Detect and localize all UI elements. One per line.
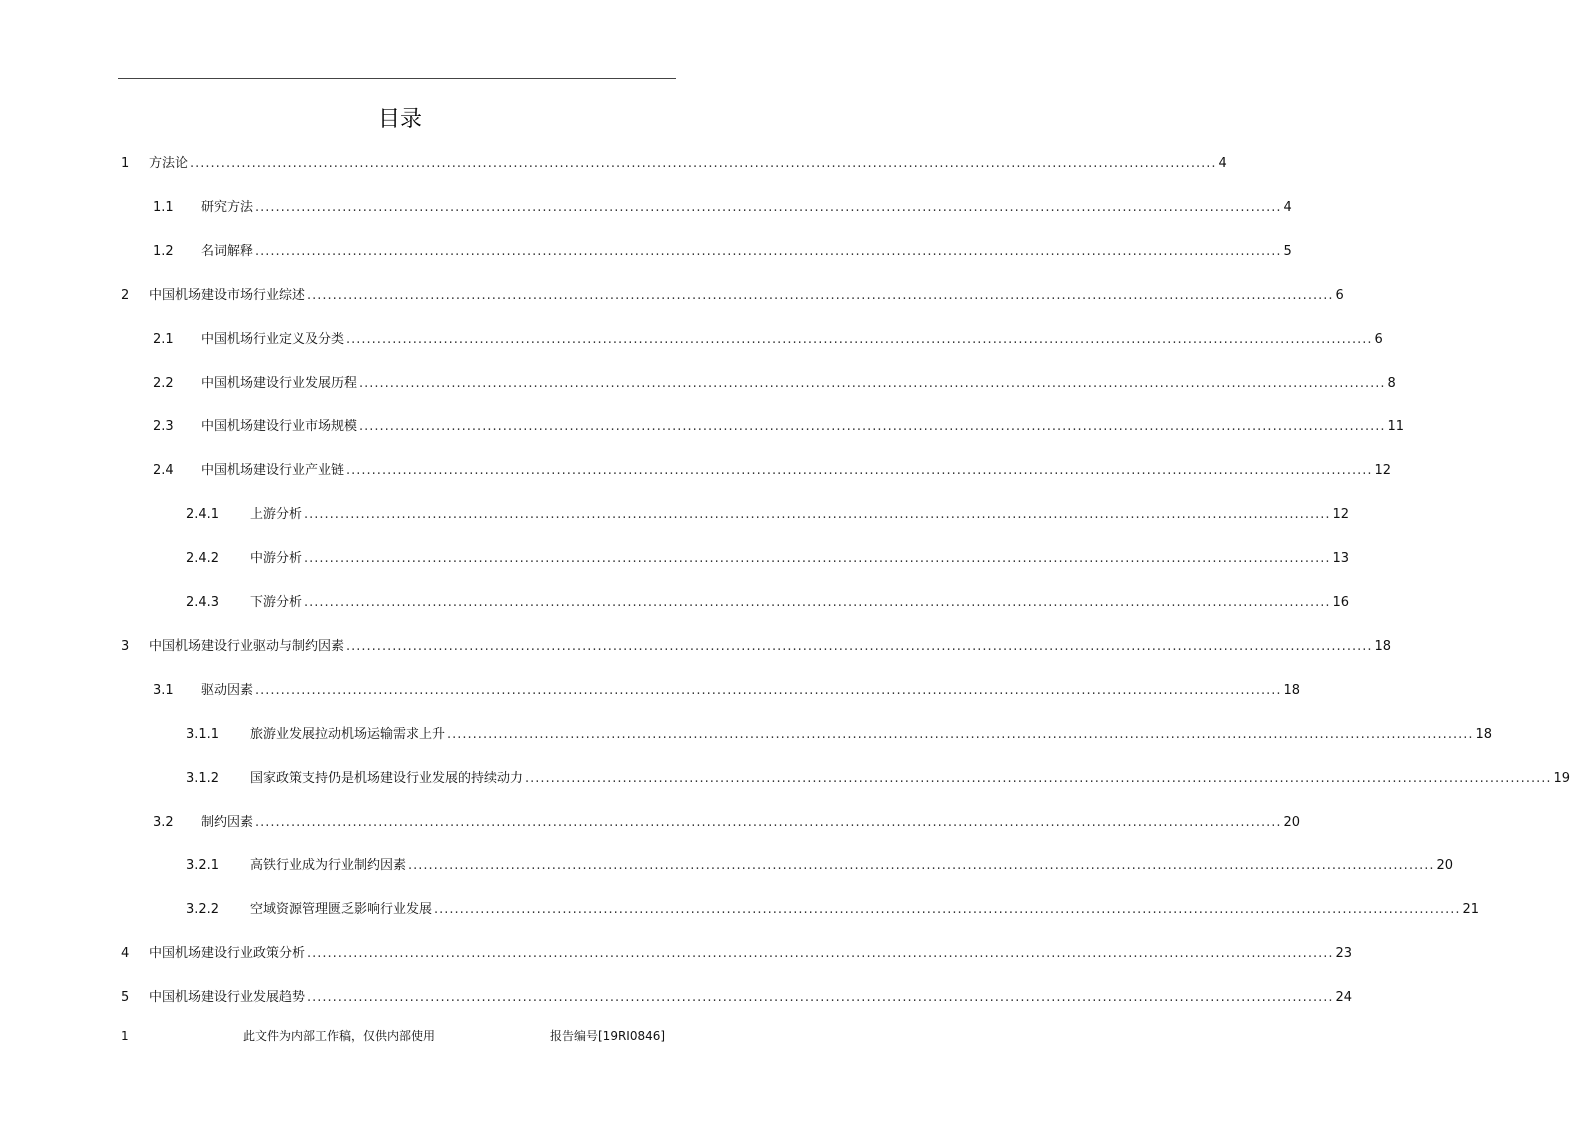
toc-entry-page: 16 bbox=[1332, 595, 1350, 610]
toc-leader-dots: ........................................................................................................................................................................................................ bbox=[408, 858, 1435, 874]
toc-entry-page: 24 bbox=[1335, 990, 1353, 1006]
toc-entry-title: 名词解释 bbox=[201, 243, 254, 259]
toc-entry-title: 上游分析 bbox=[250, 507, 303, 523]
toc-entry[interactable] bbox=[186, 769, 1570, 789]
toc-entry-title: 下游分析 bbox=[250, 595, 303, 610]
toc-entry-number: 3.2.1 bbox=[186, 858, 220, 874]
toc-leader-dots: ........................................................................................................................................................................................................ bbox=[346, 463, 1373, 479]
toc-leader-dots: ........................................................................................................................................................................................................ bbox=[255, 682, 1282, 698]
toc-entry-number: 3.2.2 bbox=[186, 902, 220, 918]
toc-entry[interactable] bbox=[186, 856, 1454, 876]
toc-entry[interactable] bbox=[153, 242, 1292, 262]
toc-entry[interactable] bbox=[121, 944, 1353, 964]
toc-entry[interactable] bbox=[186, 900, 1480, 920]
toc-entry-page: 6 bbox=[1374, 331, 1383, 347]
toc-entry[interactable] bbox=[186, 549, 1350, 569]
toc-entry-page: 23 bbox=[1335, 946, 1353, 962]
toc-entry-title: 研究方法 bbox=[201, 199, 254, 215]
toc-entry[interactable] bbox=[186, 725, 1493, 745]
toc-leader-dots: ........................................................................................................................................................................................................ bbox=[359, 375, 1386, 391]
toc-entry-number: 1.1 bbox=[153, 199, 174, 215]
toc-leader-dots: ........................................................................................................................................................................................................ bbox=[307, 990, 1334, 1006]
toc-entry[interactable] bbox=[121, 154, 1227, 174]
toc-entry-number: 2.4.1 bbox=[186, 507, 220, 523]
toc-entry-title: 中国机场建设行业产业链 bbox=[201, 463, 345, 479]
toc-entry-title: 方法论 bbox=[149, 156, 189, 171]
footer-page-number: 1 bbox=[121, 1029, 129, 1043]
toc-leader-dots: ........................................................................................................................................................................................................ bbox=[359, 419, 1386, 435]
toc-entry-title: 驱动因素 bbox=[201, 682, 254, 698]
footer-report-id: 报告编号[19RI0846] bbox=[550, 1029, 666, 1043]
toc-entry-number: 2.3 bbox=[153, 419, 174, 435]
toc-entry-title: 空域资源管理匮乏影响行业发展 bbox=[250, 902, 433, 918]
toc-leader-dots: ........................................................................................................................................................................................................ bbox=[525, 770, 1552, 786]
toc-entry-number: 3.2 bbox=[153, 814, 174, 830]
toc-entry[interactable] bbox=[121, 286, 1344, 306]
toc-entry-page: 4 bbox=[1218, 156, 1227, 171]
toc-leader-dots: ........................................................................................................................................................................................................ bbox=[255, 199, 1282, 215]
toc-entry-number: 1.2 bbox=[153, 243, 174, 259]
toc-entry[interactable] bbox=[153, 417, 1405, 437]
toc-entry-number: 5 bbox=[121, 990, 130, 1006]
toc-entry-number: 2.4 bbox=[153, 463, 174, 479]
toc-leader-dots: ........................................................................................................................................................................................................ bbox=[255, 243, 1282, 259]
toc-entry[interactable] bbox=[121, 637, 1392, 657]
toc-entry[interactable] bbox=[153, 198, 1292, 218]
toc-entry-page: 18 bbox=[1475, 726, 1493, 742]
toc-entry-number: 4 bbox=[121, 946, 130, 962]
toc-entry-number: 3.1.1 bbox=[186, 726, 220, 742]
toc-entry-title: 旅游业发展拉动机场运输需求上升 bbox=[250, 726, 446, 742]
toc-entry-number: 2.1 bbox=[153, 331, 174, 347]
toc-entry-title: 中国机场建设行业驱动与制约因素 bbox=[149, 638, 345, 654]
toc-entry[interactable] bbox=[153, 330, 1383, 350]
toc-entry-page: 20 bbox=[1283, 814, 1301, 830]
toc-entry-number: 2.4.3 bbox=[186, 595, 220, 610]
toc-entry-title: 制约因素 bbox=[201, 814, 254, 830]
toc-entry[interactable] bbox=[153, 461, 1392, 481]
toc-entry-page: 6 bbox=[1335, 287, 1344, 303]
toc-entry-page: 12 bbox=[1374, 463, 1392, 479]
toc-entry[interactable] bbox=[153, 374, 1396, 394]
toc-leader-dots: ........................................................................................................................................................................................................ bbox=[447, 726, 1474, 742]
toc-leader-dots: ........................................................................................................................................................................................................ bbox=[307, 287, 1334, 303]
toc-entry-title: 中国机场建设市场行业综述 bbox=[149, 287, 306, 303]
toc-entry-page: 21 bbox=[1462, 902, 1480, 918]
toc-leader-dots: ........................................................................................................................................................................................................ bbox=[304, 595, 1331, 610]
toc-entry-page: 5 bbox=[1283, 243, 1292, 259]
footer-note: 此文件为内部工作稿，仅供内部使用 bbox=[243, 1029, 436, 1043]
toc-entry-title: 中国机场建设行业市场规模 bbox=[201, 419, 358, 435]
toc-entry-number: 2.2 bbox=[153, 375, 174, 391]
page-title: 目录 bbox=[377, 107, 422, 132]
toc-entry-title: 中游分析 bbox=[250, 551, 303, 567]
toc-leader-dots: ........................................................................................................................................................................................................ bbox=[304, 551, 1331, 567]
toc-entry-page: 12 bbox=[1332, 507, 1350, 523]
toc-entry[interactable] bbox=[153, 681, 1301, 701]
toc-entry-title: 中国机场建设行业发展历程 bbox=[201, 375, 358, 391]
toc-entry-page: 13 bbox=[1332, 551, 1350, 567]
toc-entry-title: 中国机场建设行业政策分析 bbox=[149, 946, 306, 962]
toc-entry-title: 中国机场建设行业发展趋势 bbox=[149, 990, 306, 1006]
toc-entry-number: 3 bbox=[121, 638, 130, 654]
toc-entry-title: 高铁行业成为行业制约因素 bbox=[250, 858, 407, 874]
toc-entry-title: 中国机场行业定义及分类 bbox=[201, 331, 345, 347]
toc-entry-number: 3.1.2 bbox=[186, 770, 220, 786]
toc-entry-number: 2.4.2 bbox=[186, 551, 220, 567]
toc-entry-number: 3.1 bbox=[153, 682, 174, 698]
toc-entry-page: 18 bbox=[1374, 638, 1392, 654]
toc-leader-dots: ........................................................................................................................................................................................................ bbox=[307, 946, 1334, 962]
toc-leader-dots: ........................................................................................................................................................................................................ bbox=[346, 638, 1373, 654]
toc-entry-number: 1 bbox=[121, 156, 130, 171]
toc-leader-dots: ........................................................................................................................................................................................................ bbox=[346, 331, 1373, 347]
toc-leader-dots: ........................................................................................................................................................................................................ bbox=[304, 507, 1331, 523]
toc-entry[interactable] bbox=[121, 988, 1353, 1008]
toc-leader-dots: ........................................................................................................................................................................................................ bbox=[255, 814, 1282, 830]
toc-leader-dots: ........................................................................................................................................................................................................ bbox=[190, 156, 1217, 171]
toc-entry[interactable] bbox=[186, 593, 1350, 613]
toc-leader-dots: ........................................................................................................................................................................................................ bbox=[434, 902, 1461, 918]
toc-entry-page: 4 bbox=[1283, 199, 1292, 215]
toc-entry-page: 8 bbox=[1387, 375, 1396, 391]
toc-entry-page: 20 bbox=[1436, 858, 1454, 874]
toc-entry-page: 11 bbox=[1387, 419, 1405, 435]
toc-entry-title: 国家政策支持仍是机场建设行业发展的持续动力 bbox=[250, 770, 524, 786]
toc-entry-page: 19 bbox=[1553, 770, 1570, 786]
toc-entry[interactable] bbox=[153, 813, 1301, 833]
toc-entry[interactable] bbox=[186, 505, 1350, 525]
toc-entry-number: 2 bbox=[121, 287, 130, 303]
toc-entry-page: 18 bbox=[1283, 682, 1301, 698]
